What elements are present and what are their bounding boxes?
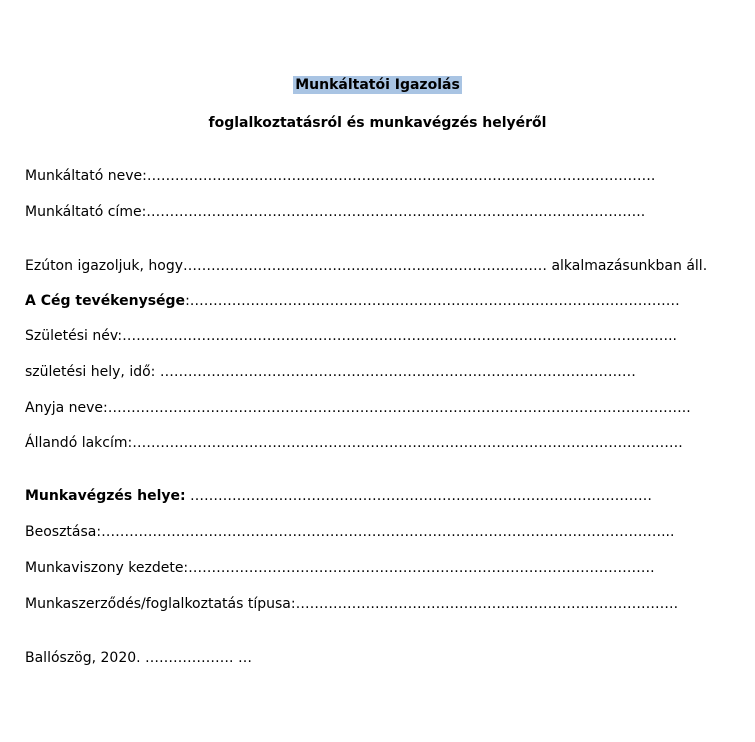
employer-address-field[interactable]: …………………………………………………………………………………………….. [146, 204, 646, 220]
employer-name-field[interactable]: ………………………………………………………………………………………………. [146, 168, 656, 184]
start-date-line [25, 560, 655, 576]
birth-place-date-field[interactable]: ………………………………………………………………………………………… [155, 364, 636, 380]
place-date-line: Ballószög, 2020. ………………. … [25, 650, 252, 666]
address-field[interactable]: ………………………………………………………………………………………………………. [132, 435, 683, 451]
employer-address-label: Munkáltató címe: [25, 204, 147, 220]
contract-type-label: Munkaszerződés/foglalkoztatás típusa: [25, 596, 296, 612]
document-title-text: Munkáltatói Igazolás [295, 77, 460, 93]
contract-type-field[interactable]: ………………………………………………………………………. [295, 596, 679, 612]
contract-type-line [25, 596, 678, 612]
mother-name-line [25, 400, 691, 416]
address-label: Állandó lakcím: [25, 435, 133, 451]
certify-line [25, 258, 707, 274]
workplace-field[interactable]: ……………………………………………………………………………………… [185, 488, 653, 504]
activity-label: A Cég tevékenysége [25, 293, 186, 309]
workplace-label: Munkavégzés helye: [25, 488, 186, 504]
birth-name-field[interactable]: ……………………………………………………………………………………………………….. [122, 328, 677, 344]
address-line [25, 435, 683, 451]
mother-name-field[interactable]: …………………………………………………………………………………………………………….. [107, 400, 691, 416]
birth-place-date-line [25, 364, 636, 380]
position-line [25, 524, 674, 540]
document-title [0, 77, 755, 93]
employer-address-line [25, 204, 645, 220]
birth-name-line [25, 328, 677, 344]
activity-field[interactable]: :…………………………………………………………………………………………… [185, 293, 680, 309]
employer-name-label: Munkáltató neve: [25, 168, 147, 184]
mother-name-label: Anyja neve: [25, 400, 108, 416]
birth-name-label: Születési név: [25, 328, 123, 344]
activity-line [25, 293, 680, 309]
position-field[interactable]: …………………………………………………………………………………………………………... [101, 524, 675, 540]
start-date-field[interactable]: ………………………………………………………………………………………. [188, 560, 655, 576]
certify-text-end: alkalmazásunkban áll. [547, 258, 708, 274]
document-subtitle: foglalkoztatásról és munkavégzés helyéről [208, 115, 547, 131]
position-label: Beosztása: [25, 524, 102, 540]
certify-name-field[interactable]: …………………………………………………………………… [183, 258, 547, 274]
certify-text-start: Ezúton igazoljuk, hogy [25, 258, 183, 274]
workplace-line [25, 488, 652, 504]
birth-place-date-label: születési hely, idő: [25, 364, 156, 380]
start-date-label: Munkaviszony kezdete: [25, 560, 189, 576]
employer-name-line [25, 168, 655, 184]
